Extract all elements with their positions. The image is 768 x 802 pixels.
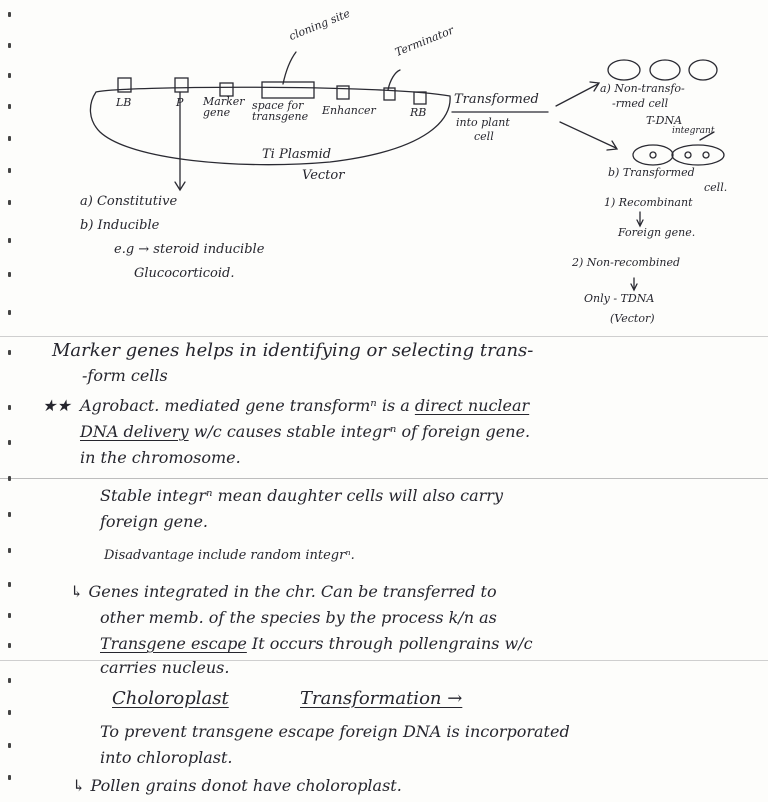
p-label: P [176, 96, 184, 109]
lb-label: LB [116, 96, 132, 109]
margin-mark [8, 643, 11, 648]
margin-mark [8, 440, 11, 445]
cloning-site-pointer [283, 52, 296, 84]
cell-icon [608, 60, 640, 80]
foreign-gene-label: Foreign gene. [618, 226, 696, 239]
margin-mark [8, 775, 11, 780]
margin-mark [8, 350, 11, 355]
stable-note-line1: Stable integrⁿ mean daughter cells will also carry [100, 486, 503, 505]
chloroplast-heading: Choloroplast [112, 688, 229, 709]
marker-note-line2: -form cells [82, 366, 168, 385]
cell-icon [633, 145, 673, 165]
cloning-site-label: cloning site [287, 6, 352, 43]
recombinant-label: 1) Recombinant [604, 196, 693, 209]
integrant-label: integrant [672, 126, 715, 136]
cell-icon [672, 145, 724, 165]
pollen-note: ↳ Pollen grains donot have choloroplast. [72, 776, 402, 795]
non-transformed-label: a) Non-transfo- [600, 82, 685, 95]
p-box [175, 78, 188, 92]
transformed-cell-label: b) Transformed [608, 166, 695, 179]
margin-mark [8, 678, 11, 683]
disadvantage-note: Disadvantage include random integrⁿ. [104, 548, 355, 563]
transformed-cell-label-cont: cell. [704, 181, 728, 194]
tdna-label: T-DNA [646, 114, 683, 127]
stable-note-line2: foreign gene. [100, 512, 208, 531]
prevent-note-line2: into chloroplast. [100, 748, 233, 767]
margin-mark [8, 476, 11, 481]
margin-mark [8, 548, 11, 553]
into-plant-label: into plant [456, 116, 510, 129]
constitutive-label: a) Constitutive [80, 194, 178, 209]
branch-arrow-up [556, 84, 598, 106]
agro-note-text: Agrobact. mediated gene transformⁿ is a [80, 396, 415, 415]
cell-icon [689, 60, 717, 80]
vector-label: (Vector) [610, 312, 655, 325]
plasmid-title: Ti Plasmid [262, 147, 332, 162]
dna-delivery-underlined: DNA delivery [80, 422, 189, 441]
genes-note-line1: ↳ Genes integrated in the chr. Can be transferred to [70, 582, 497, 601]
inducible-label: b) Inducible [80, 218, 160, 233]
agro-note-line1 [80, 396, 529, 415]
terminator-label: Terminator [393, 23, 456, 59]
margin-mark [8, 582, 11, 587]
margin-mark [8, 405, 11, 410]
margin-mark [8, 710, 11, 715]
marker-gene-label: Marker gene [203, 95, 245, 119]
transgene-escape-underlined: Transgene escape [100, 634, 247, 653]
rb-box [414, 92, 426, 104]
ruled-line [0, 478, 768, 479]
cell-icon [650, 60, 680, 80]
transgene-space-label: space for transgene [252, 99, 309, 123]
transformed-label: Transformed [454, 92, 539, 107]
non-transformed-label-cont: -rmed cell [612, 97, 669, 110]
genes-note-text: Genes integrated in the chr. Can be transferred to [88, 582, 497, 601]
terminator-pointer [388, 70, 400, 90]
prevent-note-line1: To prevent transgene escape foreign DNA is incorporated [100, 722, 570, 741]
plasmid-subtitle: Vector [302, 168, 345, 183]
genes-note-line3 [100, 634, 533, 653]
agro-note-line2 [80, 422, 530, 441]
agro-note-text: w/c causes stable integrⁿ of foreign gene. [188, 422, 531, 441]
transformation-heading: Transformation → [300, 688, 463, 709]
transgene-space-box [262, 82, 314, 98]
agro-note-line3: in the chromosome. [80, 448, 241, 467]
promoter-example-label: e.g → steroid inducible [114, 242, 265, 257]
margin-mark [8, 743, 11, 748]
rb-label: RB [410, 106, 427, 119]
glucocorticoid-label: Glucocorticoid. [134, 266, 235, 281]
enhancer-label: Enhancer [322, 104, 376, 117]
direct-nuclear-underlined: direct nuclear [414, 396, 530, 415]
genes-note-text: It occurs through pollengrains w/c [246, 634, 533, 653]
genes-note-line2: other memb. of the species by the process k/n as [100, 608, 497, 627]
branch-arrow-down [560, 122, 616, 148]
genes-note-line4: carries nucleus. [100, 658, 230, 677]
pollen-note-text: Pollen grains donot have choloroplast. [90, 776, 402, 795]
cell-label: cell [474, 130, 494, 143]
important-star-icon: ★★ [42, 396, 71, 415]
only-tdna-label: Only - TDNA [584, 292, 655, 305]
marker-note-line1: Marker genes helps in identifying or selecting trans- [52, 340, 534, 361]
non-recombined-label: 2) Non-recombined [572, 256, 681, 269]
margin-mark [8, 512, 11, 517]
margin-mark [8, 613, 11, 618]
